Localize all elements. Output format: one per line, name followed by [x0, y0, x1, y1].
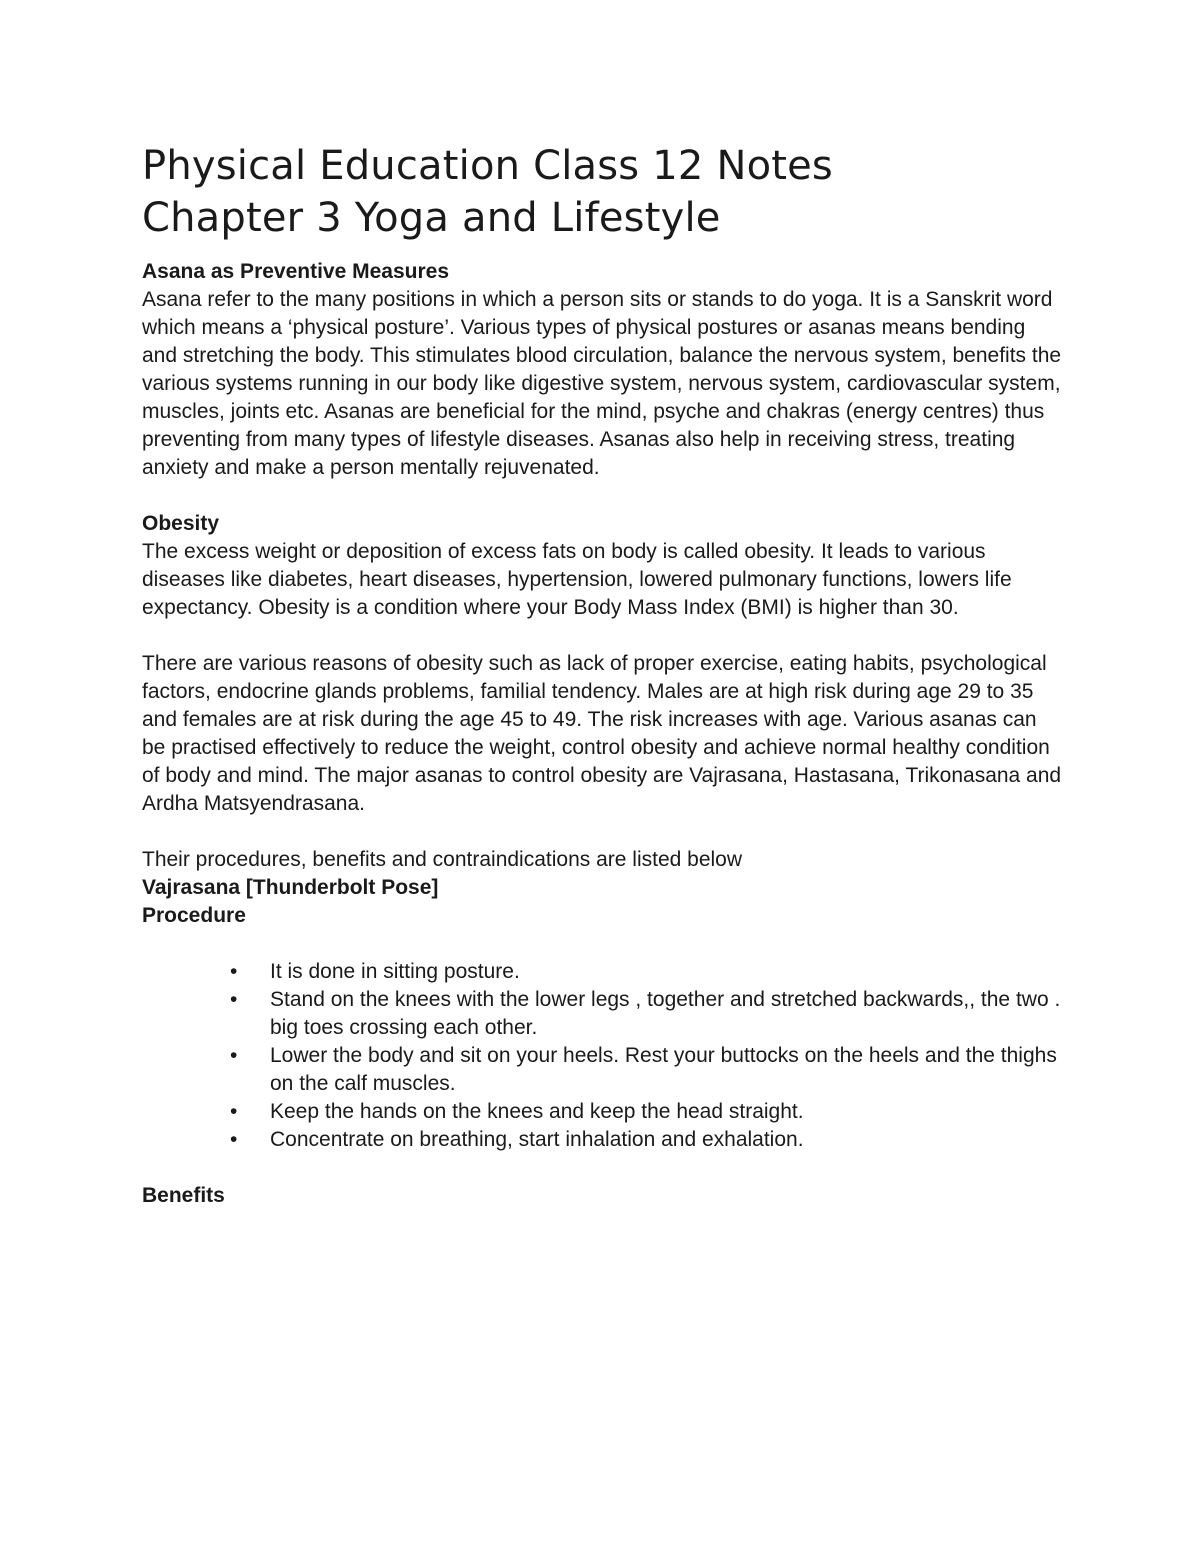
- bullet-icon: •: [230, 960, 238, 983]
- title-line-1: Physical Education Class 12 Notes: [142, 143, 833, 189]
- list-item: [230, 1098, 1062, 1126]
- bullet-icon: •: [230, 1044, 238, 1067]
- bullet-icon: •: [230, 1128, 238, 1151]
- obesity-heading: Obesity: [142, 512, 220, 535]
- benefits-heading: Benefits: [142, 1184, 225, 1207]
- asanas-intro: Their procedures, benefits and contraindications are listed below: [142, 848, 743, 871]
- vajrasana-heading: Vajrasana [Thunderbolt Pose]: [142, 876, 439, 899]
- bullet-icon: •: [230, 1100, 238, 1123]
- list-item: [230, 1126, 1062, 1154]
- asana-heading: Asana as Preventive Measures: [142, 260, 450, 283]
- list-item-text: Keep the hands on the knees and keep the head straight.: [270, 1100, 804, 1123]
- spacer: [142, 930, 1062, 958]
- list-item-text: Lower the body and sit on your heels. Rest your buttocks on the heels and the thighs on the calf muscles.: [270, 1044, 1057, 1095]
- spacer: [142, 818, 1062, 846]
- obesity-paragraph-1: The excess weight or deposition of excess fats on body is called obesity. It leads to various diseases like diabetes, heart diseases, hypertension, lowered pulmonary functions, lowers life expectancy. Obesity is a condition where your Body Mass Index (BMI) is higher than 30.: [142, 540, 1012, 619]
- list-item: [230, 1042, 1062, 1098]
- spacer: [142, 1154, 1062, 1182]
- procedure-heading: Procedure: [142, 904, 246, 927]
- spacer: [142, 482, 1062, 510]
- list-item-text: Stand on the knees with the lower legs , together and stretched backwards,, the two . big toes crossing each other.: [270, 988, 1061, 1039]
- procedure-list: [142, 958, 1062, 1154]
- list-item: [230, 986, 1062, 1042]
- list-item: [230, 958, 1062, 986]
- document-page: [142, 140, 1062, 1210]
- obesity-paragraph-2: There are various reasons of obesity such as lack of proper exercise, eating habits, psychological factors, endocrine glands problems, familial tendency. Males are at high risk during age 29 to 35 and females are at risk during the age 45 to 49. The risk increases with age. Various asanas can be practised effectively to reduce the weight, control obesity and achieve normal healthy condition of body and mind. The major asanas to control obesity are Vajrasana, Hastasana, Trikonasana and Ardha Matsyendrasana.: [142, 652, 1062, 815]
- document-title: [142, 140, 1062, 244]
- bullet-icon: •: [230, 988, 238, 1011]
- title-line-2: Chapter 3 Yoga and Lifestyle: [142, 195, 721, 241]
- asana-paragraph: Asana refer to the many positions in which a person sits or stands to do yoga. It is a Sanskrit word which means a ‘physical posture’. Various types of physical postures or asanas means bending and stretching the body. This stimulates blood circulation, balance the nervous system, benefits the various systems running in our body like digestive system, nervous system, cardiovascular system, muscles, joints etc. Asanas are beneficial for the mind, psyche and chakras (energy centres) thus preventing from many types of lifestyle diseases. Asanas also help in receiving stress, treating anxiety and make a person mentally rejuvenated.: [142, 288, 1062, 479]
- list-item-text: Concentrate on breathing, start inhalation and exhalation.: [270, 1128, 804, 1151]
- spacer: [142, 622, 1062, 650]
- list-item-text: It is done in sitting posture.: [270, 960, 520, 983]
